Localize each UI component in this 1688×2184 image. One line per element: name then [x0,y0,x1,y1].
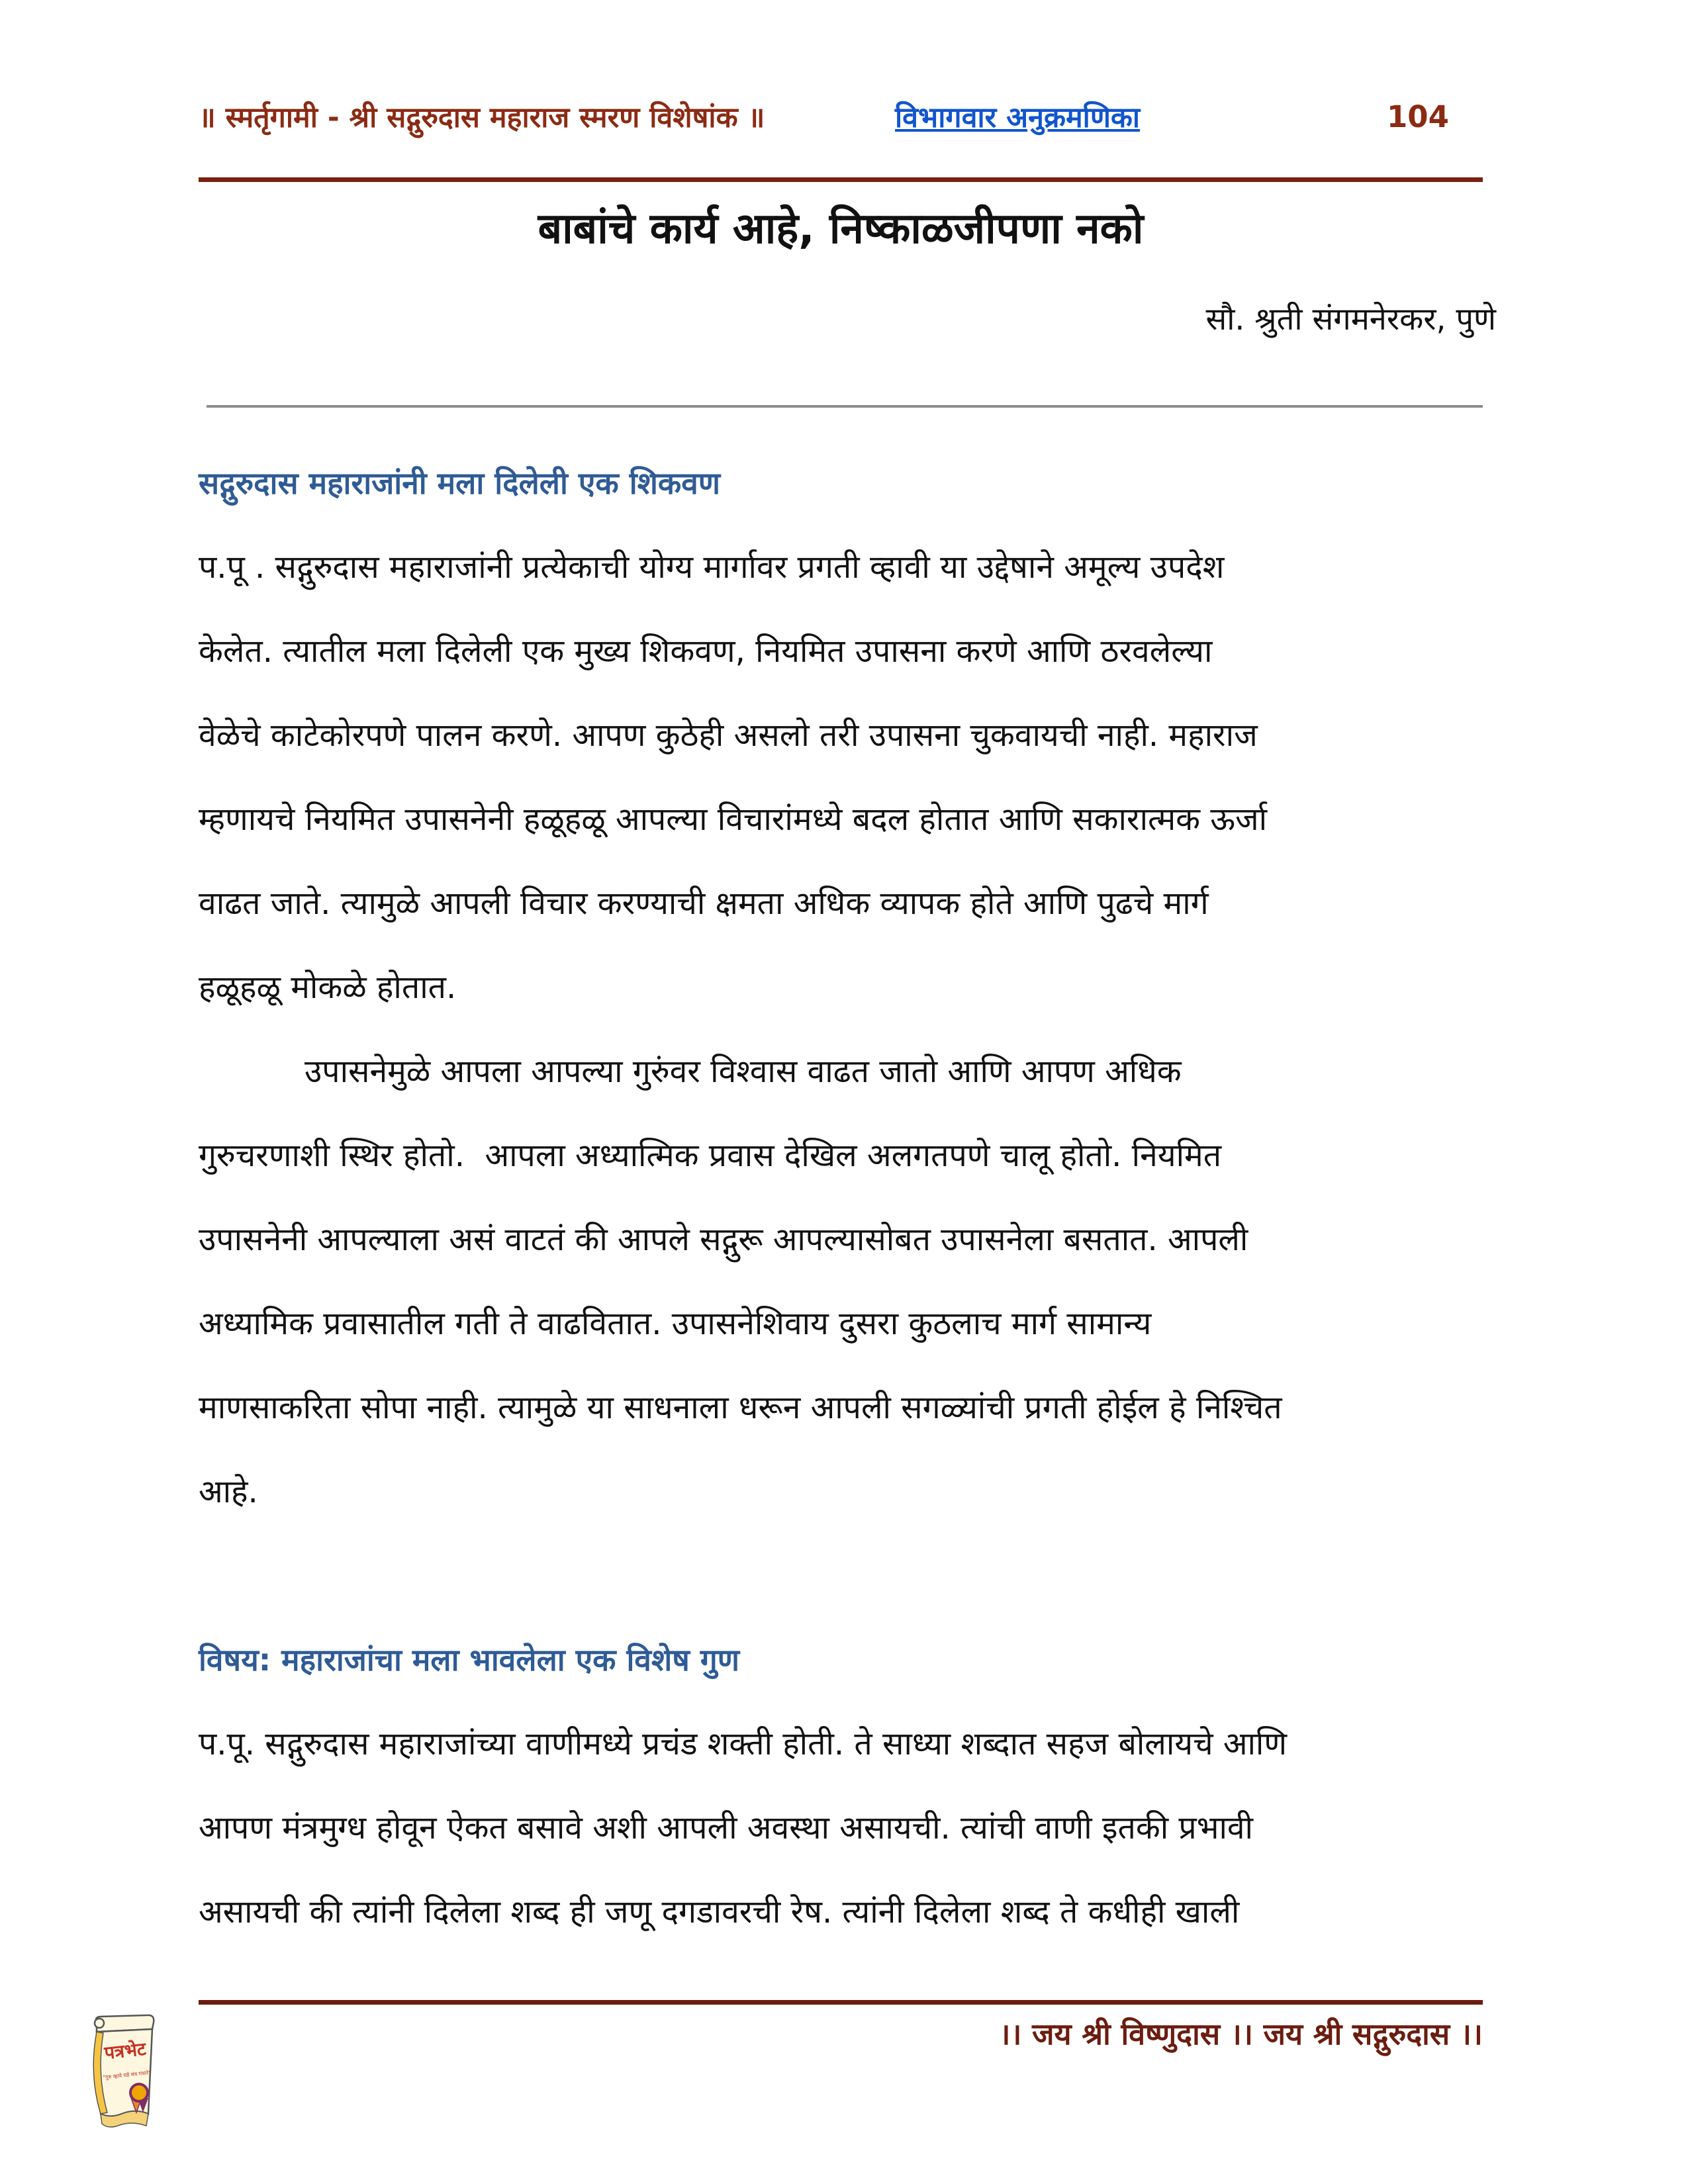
body-line: म्हणायचे नियमित उपासनेनी हळूहळू आपल्या विचारांमध्ये बदल होतात आणि सकारात्मक ऊर्जा [199,801,1268,838]
journal-title: ॥ स्मर्तृगामी - श्री सद्गुरुदास महाराज स्मरण विशेषांक ॥ [199,101,765,134]
header-rule [199,177,1483,182]
body-line: वेळेचे काटेकोरपणे पालन करणे. आपण कुठेही असलो तरी उपासना चुकवायची नाही. महाराज [199,717,1258,754]
body-line: आहे. [199,1473,258,1510]
scroll-icon [77,2013,167,2143]
article-title: बाबांचे कार्य आहे, निष्काळजीपणा नको [538,205,1144,253]
section-heading: विषय: महाराजांचा मला भावलेला एक विशेष गुण [199,1641,739,1678]
page-number: 104 [1387,99,1449,134]
body-line: उपासनेनी आपल्याला असं वाटतं की आपले सद्गुरू आपल्यासोबत उपासनेला बसतात. आपली [199,1221,1248,1258]
title-divider [207,405,1483,408]
body-line: माणसाकरिता सोपा नाही. त्यामुळे या साधनाला धरून आपली सगळ्यांची प्रगती होईल हे निश्चित [199,1389,1282,1426]
body-line: आपण मंत्रमुग्ध होवून ऐकत बसावे अशी आपली अवस्था असायची. त्यांची वाणी इतकी प्रभावी [199,1809,1253,1846]
body-line: असायची की त्यांनी दिलेला शब्द ही जणू दगडावरची रेष. त्यांनी दिलेला शब्द ते कधीही खाली [199,1893,1240,1931]
body-line: वाढत जाते. त्यामुळे आपली विचार करण्याची क्षमता अधिक व्यापक होते आणि पुढचे मार्ग [199,885,1209,922]
ribbon-seal-icon [130,2084,148,2101]
article-byline: सौ. श्रुती संगमनेरकर, पुणे [1205,301,1496,338]
article-body [199,440,1489,1953]
body-line: हळूहळू मोकळे होतात. [199,969,457,1006]
logo-wordmark: पत्रभेट [103,2038,147,2064]
footer-blessing: ।। जय श्री विष्णुदास ।। जय श्री सद्गुरुदास ।। [999,2017,1483,2052]
body-line: प.पू . सद्गुरुदास महाराजांनी प्रत्येकाची योग्य मार्गावर प्रगती व्हावी या उद्देषाने अमूल्य उपदेश [199,549,1225,586]
logo-tagline: "गुरु व्हावे घडे मंत्र गंधारे" [103,2070,152,2081]
body-line: उपासनेमुळे आपला आपल्या गुरुंवर विश्वास वाढत जातो आणि आपण अधिक [305,1053,1182,1090]
toc-link[interactable]: विभागवार अनुक्रमणिका [895,101,1141,134]
body-line: गुरुचरणाशी स्थिर होतो. आपला अध्यात्मिक प्रवास देखिल अलगतपणे चालू होतो. नियमित [199,1137,1222,1174]
section-heading: सद्गुरुदास महाराजांनी मला दिलेली एक शिकवण [199,465,721,501]
body-line: अध्यामिक प्रवासातील गती ते वाढवितात. उपासनेशिवाय दुसरा कुठलाच मार्ग सामान्य [199,1305,1152,1342]
patrabhet-scroll-logo [77,2013,167,2143]
body-line: केलेत. त्यातील मला दिलेली एक मुख्य शिकवण, नियमित उपासना करणे आणि ठरवलेल्या [199,633,1213,670]
section-gap [199,1533,1489,1617]
footer-rule [199,2000,1483,2005]
body-line: प.पू. सद्गुरुदास महाराजांच्या वाणीमध्ये प्रचंड शक्ती होती. ते साध्या शब्दात सहज बोलायचे आणि [199,1725,1288,1762]
